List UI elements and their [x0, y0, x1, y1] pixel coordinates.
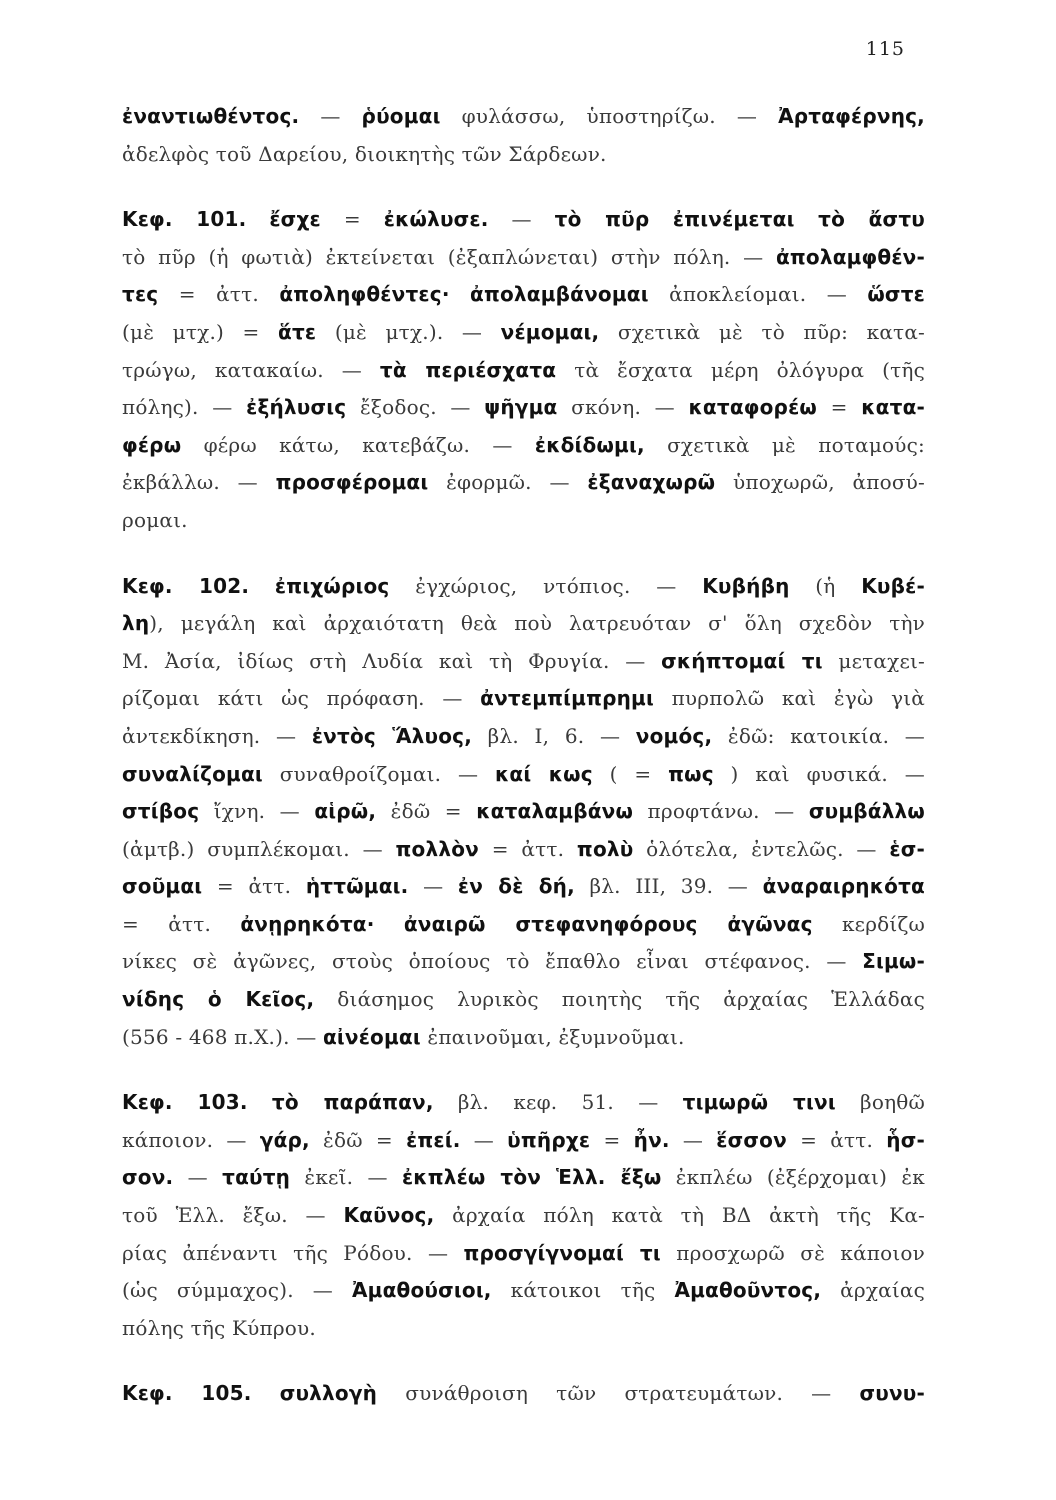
term: προσφέρομαι — [275, 470, 429, 495]
term: ἐπιχώριος — [274, 573, 390, 598]
term: σον. — [122, 1165, 174, 1190]
gloss: φέρω κάτω, κατεβάζω. — — [181, 432, 535, 457]
gloss: σχετικὰ μὲ ποταμούς: — [644, 432, 925, 457]
term: Κεφ. 101. — [122, 207, 247, 232]
gloss: σκόνη. — — [557, 395, 689, 420]
term: τιμωρῶ τινι — [682, 1090, 836, 1115]
paragraph — [122, 98, 925, 173]
term: λη — [122, 611, 150, 636]
term: ὑπῆρχε — [507, 1127, 591, 1152]
term: συμβάλλω — [808, 799, 925, 824]
term: σοῦμαι — [122, 874, 203, 899]
term: Σιμω- — [862, 949, 925, 974]
term: πολὺ — [576, 836, 634, 861]
commentary-text — [122, 98, 925, 1441]
text-line — [122, 568, 925, 606]
text-line — [122, 136, 925, 174]
gloss: πόλης τῆς Κύπρου. — [122, 1315, 316, 1340]
gloss: πυρπολῶ καὶ ἐγὼ γιὰ — [653, 686, 925, 711]
gloss: ), μεγάλη καὶ ἀρχαιότατη θεὰ ποὺ λατρευόταν σ' ὅλη σχεδὸν τὴν — [149, 611, 925, 636]
gloss: διάσημος λυρικὸς ποιητὴς τῆς ἀρχαίας Ἑλλάδας — [314, 987, 925, 1012]
gloss: (ἀμτβ.) συμπλέκομαι. — — [122, 836, 396, 861]
term: Κυβήβη — [702, 573, 790, 598]
gloss: ἀρχαία πόλη κατὰ τὴ ΒΔ ἀκτὴ τῆς Κα- — [434, 1203, 925, 1228]
term: καί κως — [495, 761, 593, 786]
term: Κεφ. 103. — [122, 1090, 248, 1115]
term: τὸ πῦρ ἐπινέμεται τὸ ἄστυ — [554, 207, 925, 232]
term: ἐν δὲ δή, — [457, 874, 575, 899]
gloss: βλ. ΙΙΙ, 39. — — [574, 874, 763, 899]
gloss: — — [299, 104, 362, 128]
text-line — [122, 502, 925, 540]
text-line — [122, 943, 925, 981]
text-line — [122, 239, 925, 277]
term: νίδης ὁ Κεῖος, — [122, 987, 315, 1012]
term: Ἀρταφέρνης, — [778, 104, 925, 128]
gloss: Μ. Ἀσία, ἰδίως στὴ Λυδία καὶ τὴ Φρυγία. — — [122, 648, 662, 673]
text-line — [122, 98, 925, 136]
text-line — [122, 464, 925, 502]
term: αἱρῶ, — [314, 799, 377, 824]
gloss: νίκες σὲ ἀγῶνες, στοὺς ὁποίους τὸ ἔπαθλο εἶναι στέφανος. — — [122, 949, 863, 974]
gloss: — — [669, 1127, 717, 1152]
term: συναλίζομαι — [122, 761, 263, 786]
gloss: τὰ ἔσχατα μέρη ὀλόγυρα (τῆς — [556, 357, 925, 382]
term: αἰνέομαι — [322, 1024, 421, 1049]
term: ἐξαναχωρῶ — [587, 470, 716, 495]
gloss: προσχωρῶ σὲ κάποιον — [660, 1240, 925, 1265]
term: ἀποληφθέντες· — [279, 282, 450, 307]
text-line — [122, 906, 925, 944]
gloss: = ἀττ. — [478, 836, 577, 861]
text-line — [122, 643, 925, 681]
gloss: (556 - 468 π.Χ.). — — [122, 1024, 323, 1049]
text-line — [122, 389, 925, 427]
gloss — [450, 282, 470, 306]
gloss: βλ. κεφ. 51. — — [433, 1090, 683, 1115]
term: γάρ, — [259, 1127, 310, 1152]
text-line — [122, 352, 925, 390]
gloss: τοῦ Ἑλλ. ἔξω. — — [122, 1203, 344, 1228]
term: ἀνῃρηκότα· — [240, 911, 375, 936]
gloss: βλ. Ι, 6. — — [472, 723, 636, 748]
term: Κεφ. 102. — [122, 573, 250, 598]
text-line — [122, 314, 925, 352]
gloss: σχετικὰ μὲ τὸ πῦρ: κατα- — [599, 319, 925, 344]
term: σκήπτομαί τι — [661, 648, 823, 673]
gloss — [246, 207, 269, 231]
gloss: βοηθῶ — [835, 1090, 925, 1115]
gloss: ) καὶ φυσικά. — — [713, 761, 925, 786]
gloss: πόλης). — — [122, 395, 247, 420]
gloss: = ἀττ. — [158, 282, 280, 307]
gloss: — — [173, 1165, 223, 1190]
gloss: συνάθροιση τῶν στρατευμάτων. — — [377, 1381, 860, 1406]
gloss: = ἀττ. — [786, 1127, 887, 1152]
paragraph — [122, 568, 925, 1057]
gloss: τρώγω, κατακαίω. — — [122, 357, 380, 382]
term: ἐναντιωθέντος. — [122, 104, 300, 128]
text-line — [122, 793, 925, 831]
term: ἀπολαμβάνομαι — [470, 282, 649, 307]
gloss: ὁλότελα, ἐντελῶς. — — [633, 836, 890, 861]
gloss: (μὲ μτχ.) = — [122, 319, 279, 344]
term: ἀπολαμφθέν- — [775, 244, 925, 269]
term: συνυ- — [859, 1381, 925, 1406]
gloss: ( = — [592, 761, 669, 786]
gloss: προφτάνω. — — [633, 799, 809, 824]
gloss — [248, 1090, 272, 1114]
text-line — [122, 1197, 925, 1235]
text-line — [122, 756, 925, 794]
gloss: — — [460, 1127, 508, 1152]
gloss: ἴχνη. — — [199, 799, 315, 824]
gloss: ἔξοδος. — — [346, 395, 485, 420]
text-line — [122, 1084, 925, 1122]
text-line — [122, 276, 925, 314]
text-line — [122, 1272, 925, 1310]
term: τὰ περιέσχατα — [379, 357, 557, 382]
gloss: = — [590, 1127, 634, 1152]
text-line — [122, 718, 925, 756]
term: ἅτε — [278, 319, 317, 344]
term: ἑσ- — [889, 836, 925, 861]
gloss: ἐκεῖ. — — [290, 1165, 402, 1190]
gloss: ἐφορμῶ. — — [428, 470, 588, 495]
term: ἦν. — [633, 1127, 670, 1152]
text-line — [122, 201, 925, 239]
term: πως — [668, 761, 714, 786]
term: ὥστε — [867, 282, 925, 307]
gloss: ἐκβάλλω. — — [122, 470, 276, 495]
term: καταλαμβάνω — [476, 799, 634, 824]
text-line — [122, 1122, 925, 1160]
term: ἀναραιρηκότα — [762, 874, 925, 899]
gloss: ρίας ἀπέναντι τῆς Ρόδου. — — [122, 1240, 464, 1265]
paragraph — [122, 1084, 925, 1347]
term: πολλὸν — [395, 836, 479, 861]
text-line — [122, 1159, 925, 1197]
term: ἡττῶμαι. — [305, 874, 409, 899]
gloss: κάτοικοι τῆς — [491, 1278, 675, 1303]
gloss: φυλάσσω, ὑποστηρίζω. — — [440, 104, 779, 128]
term: ἀναιρῶ στεφανηφόρους ἀγῶνας — [403, 911, 813, 936]
gloss: ἀδελφὸς τοῦ Δαρείου, διοικητὴς τῶν Σάρδεων. — [122, 141, 607, 166]
term: ἐκδίδωμι, — [534, 432, 645, 457]
text-line — [122, 605, 925, 643]
term: καταφορέω — [688, 395, 817, 420]
term: ἔσχε — [269, 207, 321, 232]
gloss: ἀντεκδίκηση. — — [122, 723, 312, 748]
term: Ἀμαθοῦντος, — [674, 1278, 822, 1303]
term: ἐκπλέω τὸν Ἑλλ. ἔξω — [401, 1165, 662, 1190]
term: ἀντεμπίμπρημι — [480, 686, 654, 711]
gloss: ὑποχωρῶ, ἀποσύ- — [715, 470, 925, 495]
term: στίβος — [122, 799, 200, 824]
paragraph — [122, 1375, 925, 1413]
paragraph — [122, 201, 925, 539]
term: συλλογὴ — [279, 1381, 378, 1406]
text-line — [122, 868, 925, 906]
term: κατα- — [861, 395, 925, 420]
gloss: ἐδῶ = — [309, 1127, 407, 1152]
text-line — [122, 680, 925, 718]
gloss: κάποιον. — — [122, 1127, 260, 1152]
gloss: ἀρχαίας — [821, 1278, 925, 1303]
gloss: ἐδῶ: κατοικία. — — [712, 723, 925, 748]
gloss — [375, 912, 404, 936]
gloss: ἐγχώριος, ντόπιος. — — [389, 573, 703, 598]
term: προσγίγνομαί τι — [463, 1240, 661, 1265]
term: Ἀμαθούσιοι, — [351, 1278, 492, 1303]
text-line — [122, 1235, 925, 1273]
term: ψῆγμα — [484, 395, 558, 420]
term: ἧσ- — [886, 1127, 925, 1152]
gloss: (ὡς σύμμαχος). — — [122, 1278, 352, 1303]
term: νομός, — [635, 723, 713, 748]
term: Καῦνος, — [343, 1203, 435, 1228]
gloss: τὸ πῦρ (ἡ φωτιὰ) ἐκτείνεται (ἐξαπλώνεται) στὴν πόλη. — — [122, 244, 776, 269]
gloss — [252, 1381, 280, 1405]
gloss: — — [488, 207, 555, 232]
term: ἐπεί. — [406, 1127, 461, 1152]
gloss — [249, 574, 275, 598]
gloss: ἐκπλέω (ἐξέρχομαι) ἐκ — [661, 1165, 925, 1190]
gloss: κερδίζω — [812, 911, 925, 936]
term: τες — [122, 282, 159, 307]
text-line — [122, 831, 925, 869]
term: ἕσσον — [716, 1127, 787, 1152]
gloss: ἐδῶ = — [376, 799, 477, 824]
gloss: = — [320, 207, 384, 232]
gloss: = ἀττ. — [202, 874, 306, 899]
gloss: = ἀττ. — [122, 911, 241, 936]
gloss: ἀποκλείομαι. — — [648, 282, 868, 307]
term: νέμομαι, — [500, 319, 600, 344]
term: Κυβέ- — [861, 573, 925, 598]
text-line — [122, 427, 925, 465]
gloss: (ἡ — [789, 573, 862, 598]
term: Κεφ. 105. — [122, 1381, 252, 1406]
term: ἐξήλυσις — [246, 395, 347, 420]
text-line — [122, 1310, 925, 1348]
gloss: μεταχει- — [822, 648, 925, 673]
gloss: ρίζομαι κάτι ὡς πρόφαση. — — [122, 686, 481, 711]
term: φέρω — [122, 432, 182, 457]
text-line — [122, 981, 925, 1019]
term: ἐντὸς Ἅλυος, — [311, 723, 473, 748]
text-line — [122, 1375, 925, 1413]
term: ἐκώλυσε. — [383, 207, 489, 232]
page-number: 115 — [865, 38, 905, 60]
gloss: ρομαι. — [122, 507, 188, 532]
gloss: (μὲ μτχ.). — — [316, 319, 501, 344]
gloss: — — [408, 874, 458, 899]
text-line — [122, 1019, 925, 1057]
term: τὸ παράπαν, — [271, 1090, 434, 1115]
gloss: ἐπαινοῦμαι, ἐξυμνοῦμαι. — [420, 1024, 685, 1049]
gloss: = — [817, 395, 862, 420]
term: ῥύομαι — [361, 104, 441, 128]
term: ταύτῃ — [222, 1165, 291, 1190]
gloss: συναθροίζομαι. — — [262, 761, 495, 786]
